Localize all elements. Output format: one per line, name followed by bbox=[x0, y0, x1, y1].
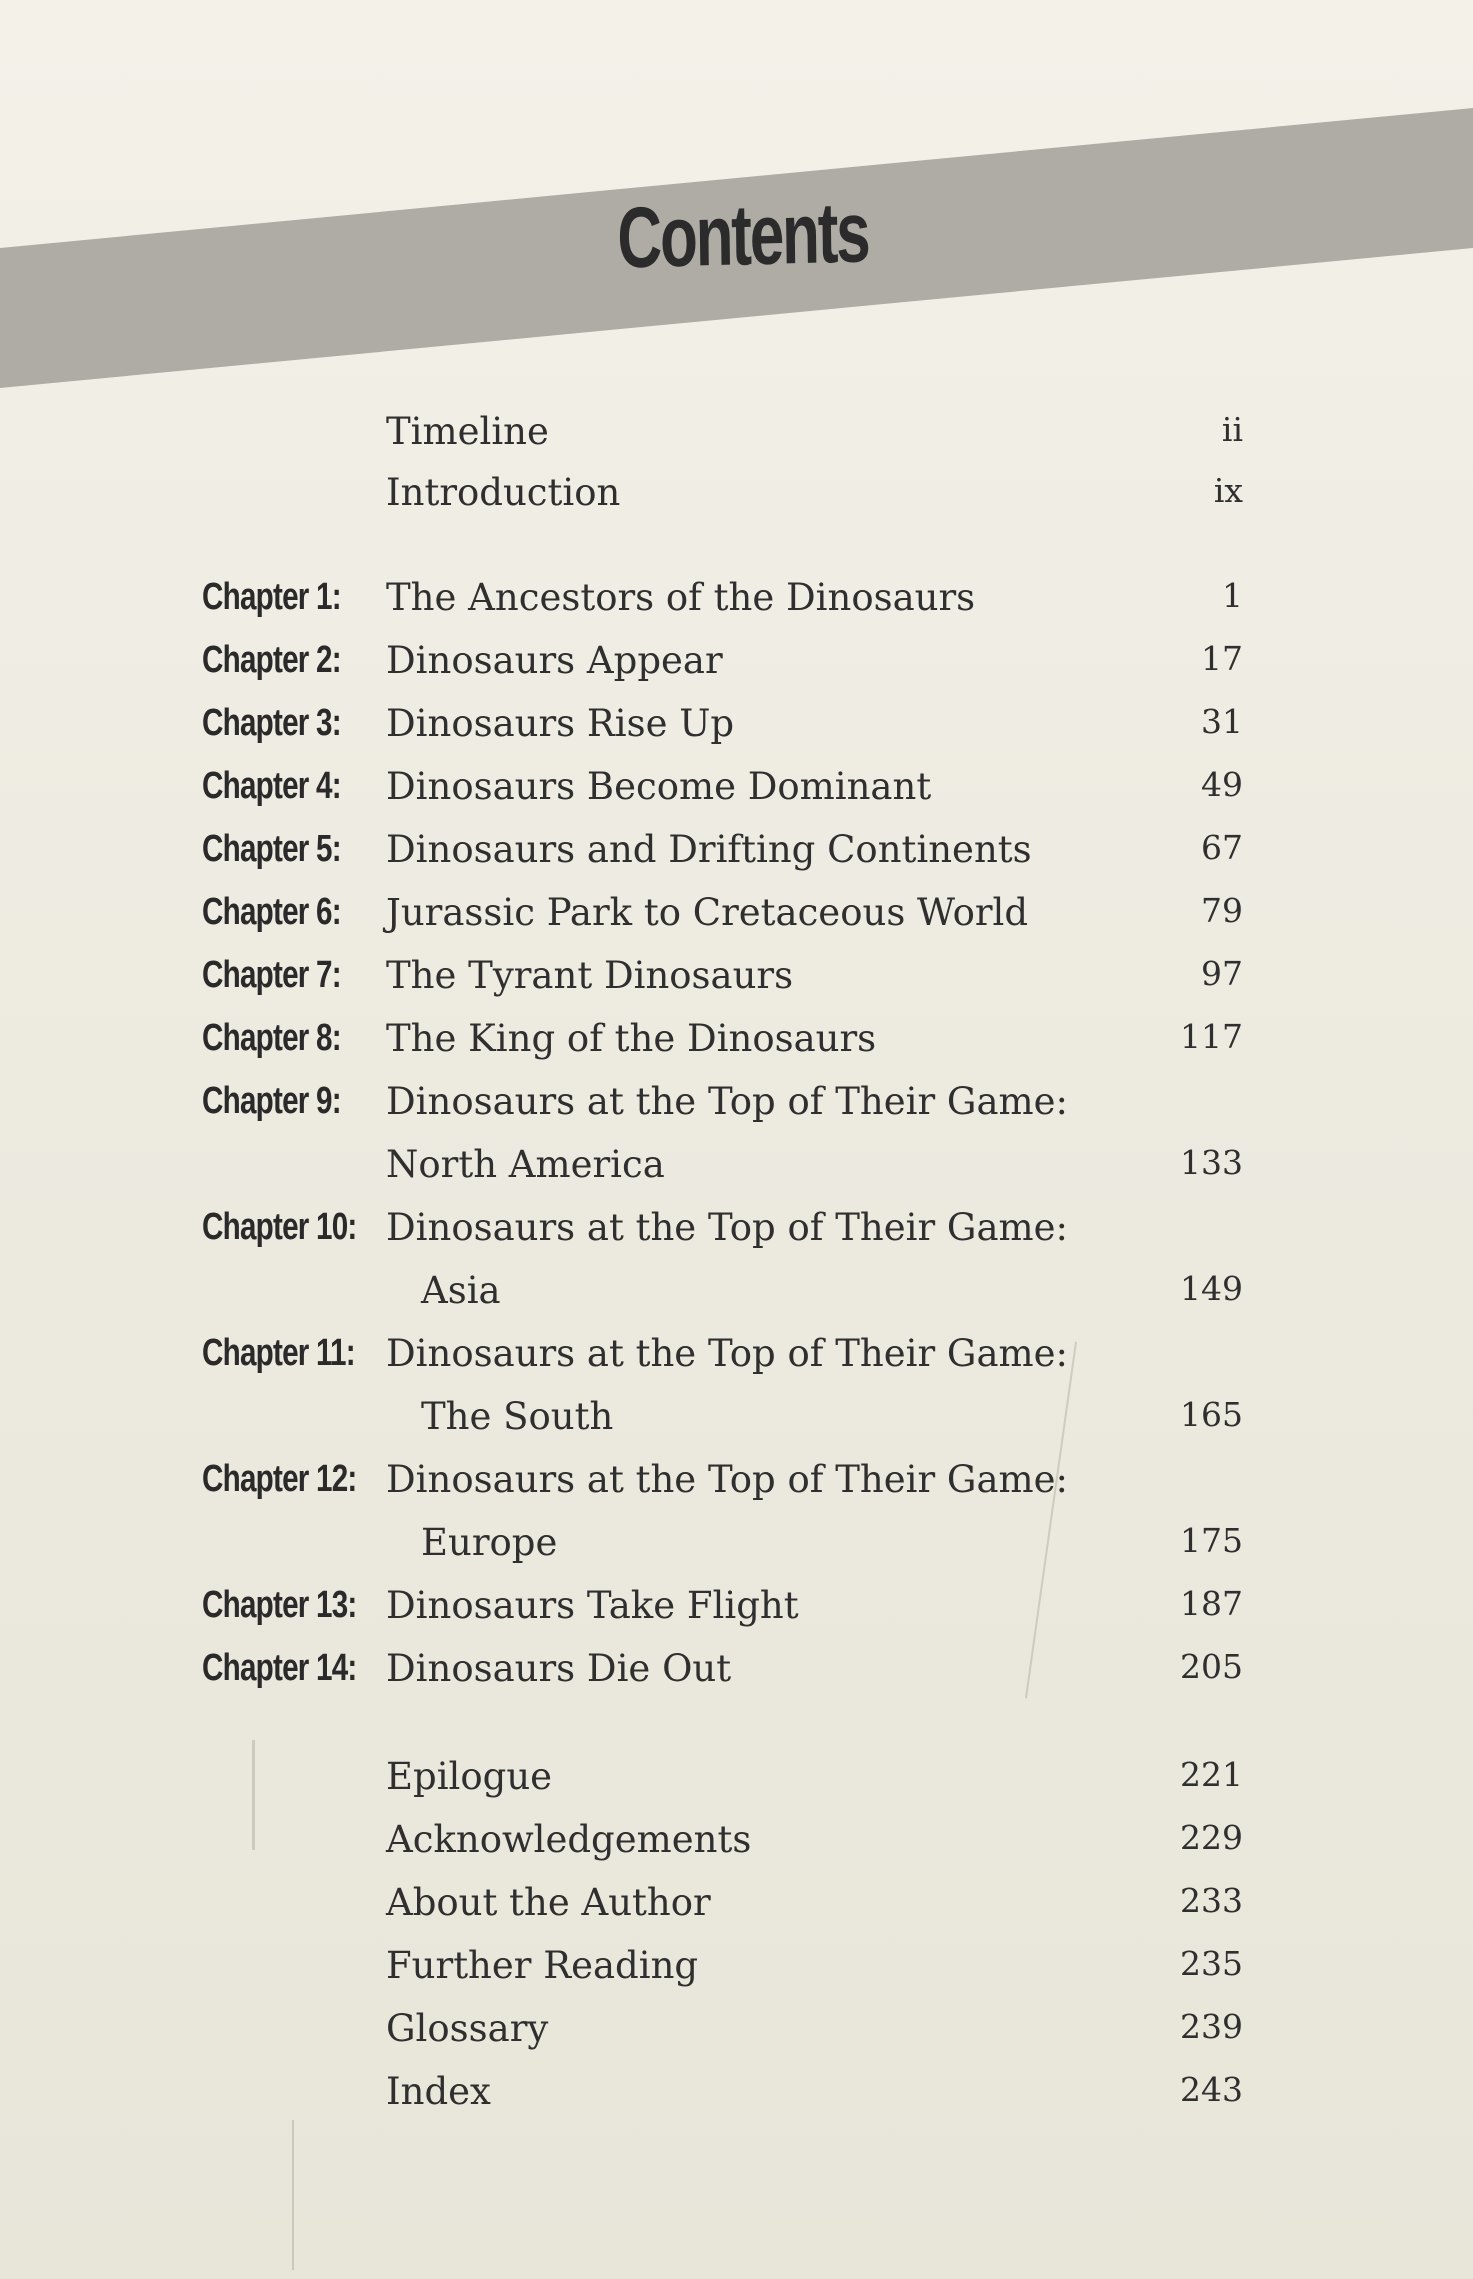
entry-page: 1 bbox=[1222, 576, 1243, 615]
entry-title: Index bbox=[386, 2070, 491, 2113]
toc-entry-chapter-9-continued bbox=[0, 1143, 1473, 1205]
toc-entry-timeline bbox=[0, 410, 1473, 472]
entry-page: 117 bbox=[1180, 1017, 1243, 1056]
entry-title: Epilogue bbox=[386, 1755, 553, 1798]
chapter-label: Chapter 12: bbox=[202, 1458, 357, 1500]
entry-title: Dinosaurs Take Flight bbox=[386, 1584, 799, 1627]
entry-page: 79 bbox=[1201, 891, 1243, 930]
toc-entry-chapter-11-continued bbox=[0, 1395, 1473, 1457]
entry-title: About the Author bbox=[386, 1881, 711, 1924]
toc-entry-acknowledgements bbox=[0, 1818, 1473, 1880]
toc-entry-chapter-6 bbox=[0, 891, 1473, 953]
entry-title: Dinosaurs at the Top of Their Game: bbox=[386, 1458, 1068, 1501]
entry-page: 31 bbox=[1201, 702, 1243, 741]
toc-entry-index bbox=[0, 2070, 1473, 2132]
entry-title: Dinosaurs at the Top of Their Game: bbox=[386, 1206, 1068, 1249]
entry-page: 97 bbox=[1201, 954, 1243, 993]
entry-page: 165 bbox=[1180, 1395, 1243, 1434]
entry-title: Further Reading bbox=[386, 1944, 699, 1987]
toc-entry-chapter-12 bbox=[0, 1458, 1473, 1520]
entry-page: 187 bbox=[1180, 1584, 1243, 1623]
toc-entry-epilogue bbox=[0, 1755, 1473, 1817]
chapter-label: Chapter 14: bbox=[202, 1647, 357, 1689]
entry-subtitle: North America bbox=[386, 1143, 665, 1186]
entry-title: Glossary bbox=[386, 2007, 549, 2050]
entry-page: 229 bbox=[1180, 1818, 1243, 1857]
chapter-label: Chapter 11: bbox=[202, 1332, 355, 1374]
chapter-label: Chapter 7: bbox=[202, 954, 341, 996]
chapter-label: Chapter 3: bbox=[202, 702, 341, 744]
entry-page: 235 bbox=[1180, 1944, 1243, 1983]
entry-page: 149 bbox=[1180, 1269, 1243, 1308]
chapter-label: Chapter 5: bbox=[202, 828, 341, 870]
entry-title: Dinosaurs at the Top of Their Game: bbox=[386, 1332, 1068, 1375]
entry-title: Jurassic Park to Cretaceous World bbox=[386, 891, 1029, 934]
entry-subtitle: The South bbox=[421, 1395, 614, 1438]
chapter-label: Chapter 4: bbox=[202, 765, 341, 807]
toc-entry-glossary bbox=[0, 2007, 1473, 2069]
entry-title: Dinosaurs at the Top of Their Game: bbox=[386, 1080, 1068, 1123]
toc-entry-chapter-2 bbox=[0, 639, 1473, 701]
entry-title: Timeline bbox=[386, 410, 549, 453]
entry-title: Introduction bbox=[386, 471, 621, 514]
toc-entry-chapter-10-continued bbox=[0, 1269, 1473, 1331]
chapter-label: Chapter 6: bbox=[202, 891, 341, 933]
page-title: Contents bbox=[616, 184, 870, 287]
toc-entry-chapter-12-continued bbox=[0, 1521, 1473, 1583]
entry-subtitle: Asia bbox=[421, 1269, 501, 1312]
entry-page: 133 bbox=[1180, 1143, 1243, 1182]
chapter-label: Chapter 9: bbox=[202, 1080, 341, 1122]
toc-entry-about-the-author bbox=[0, 1881, 1473, 1943]
chapter-label: Chapter 1: bbox=[202, 576, 341, 618]
entry-title: Acknowledgements bbox=[386, 1818, 752, 1861]
entry-page: 221 bbox=[1180, 1755, 1243, 1794]
entry-title: Dinosaurs Rise Up bbox=[386, 702, 735, 745]
paper-crease bbox=[292, 2120, 294, 2270]
chapter-label: Chapter 13: bbox=[202, 1584, 357, 1626]
toc-entry-chapter-3 bbox=[0, 702, 1473, 764]
toc-entry-chapter-5 bbox=[0, 828, 1473, 890]
entry-page: 205 bbox=[1180, 1647, 1243, 1686]
chapter-label: Chapter 8: bbox=[202, 1017, 341, 1059]
toc-entry-chapter-8 bbox=[0, 1017, 1473, 1079]
entry-title: Dinosaurs Die Out bbox=[386, 1647, 732, 1690]
toc-entry-chapter-14 bbox=[0, 1647, 1473, 1709]
chapter-label: Chapter 2: bbox=[202, 639, 341, 681]
entry-page: 49 bbox=[1201, 765, 1243, 804]
entry-title: The Ancestors of the Dinosaurs bbox=[386, 576, 976, 619]
entry-page: 175 bbox=[1180, 1521, 1243, 1560]
toc-entry-further-reading bbox=[0, 1944, 1473, 2006]
toc-entry-chapter-9 bbox=[0, 1080, 1473, 1142]
toc-entry-chapter-1 bbox=[0, 576, 1473, 638]
toc-entry-chapter-11 bbox=[0, 1332, 1473, 1394]
entry-title: The King of the Dinosaurs bbox=[386, 1017, 877, 1060]
entry-page: ii bbox=[1221, 410, 1243, 449]
entry-page: 17 bbox=[1201, 639, 1243, 678]
entry-page: 67 bbox=[1201, 828, 1243, 867]
entry-page: ix bbox=[1213, 471, 1243, 510]
toc-entry-chapter-7 bbox=[0, 954, 1473, 1016]
entry-page: 239 bbox=[1180, 2007, 1243, 2046]
entry-page: 233 bbox=[1180, 1881, 1243, 1920]
entry-title: The Tyrant Dinosaurs bbox=[386, 954, 794, 997]
entry-page: 243 bbox=[1180, 2070, 1243, 2109]
entry-title: Dinosaurs Appear bbox=[386, 639, 723, 682]
entry-subtitle: Europe bbox=[421, 1521, 558, 1564]
toc-entry-introduction bbox=[0, 471, 1473, 533]
chapter-label: Chapter 10: bbox=[202, 1206, 357, 1248]
toc-entry-chapter-13 bbox=[0, 1584, 1473, 1646]
toc-entry-chapter-4 bbox=[0, 765, 1473, 827]
toc-entry-chapter-10 bbox=[0, 1206, 1473, 1268]
entry-title: Dinosaurs and Drifting Continents bbox=[386, 828, 1032, 871]
entry-title: Dinosaurs Become Dominant bbox=[386, 765, 932, 808]
